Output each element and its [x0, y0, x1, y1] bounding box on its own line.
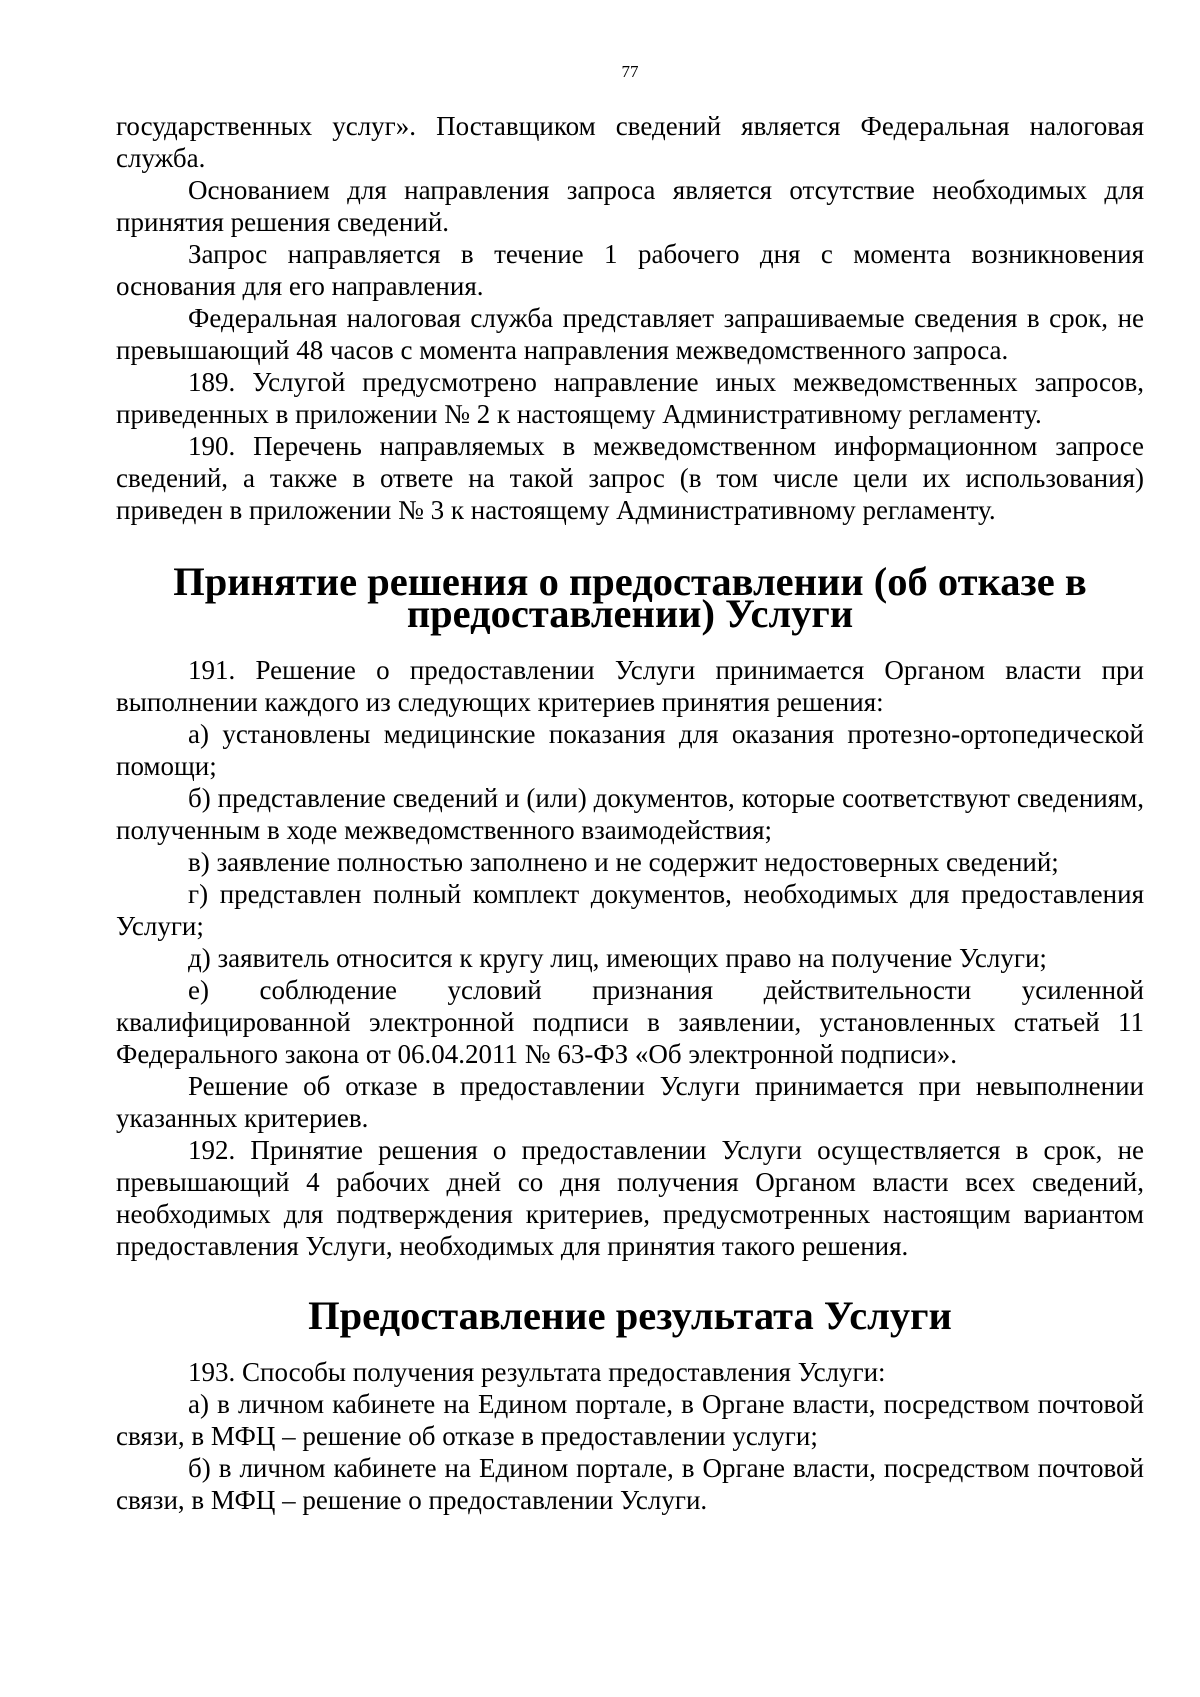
criterion-e: е) соблюдение условий признания действительности усиленной квалифицированной электронной подписи в заявлении, установленных статьей 11 Федерального закона от 06.04.2011 № 63-ФЗ «Об электронной подписи». — [116, 975, 1144, 1069]
criterion-d: д) заявитель относится к кругу лиц, имеющих право на получение Услуги; — [188, 943, 1047, 973]
paragraph-190: 190. Перечень направляемых в межведомственном информационном запросе сведений, а также в ответе на такой запрос (в том числе цели их использования) приведен в приложении № 3 к настоящему Административному регламенту. — [116, 431, 1144, 525]
section-heading-result: Предоставление результата Услуги — [308, 1293, 952, 1338]
paragraph-tax-service-deadline: Федеральная налоговая служба представляет запрашиваемые сведения в срок, не превышающий 48 часов с момента направления межведомственного запроса. — [116, 303, 1144, 365]
paragraph-request-timing: Запрос направляется в течение 1 рабочего дня с момента возникновения основания для его направления. — [116, 239, 1144, 301]
document-page — [116, 62, 1144, 1516]
paragraph-continuation: государственных услуг». Поставщиком сведений является Федеральная налоговая служба. — [116, 111, 1144, 173]
paragraph-193: 193. Способы получения результата предоставления Услуги: — [188, 1357, 886, 1387]
paragraph-192: 192. Принятие решения о предоставлении Услуги осуществляется в срок, не превышающий 4 рабочих дней со дня получения Органом власти всех сведений, необходимых для подтверждения критериев, предусмотренных настоящим вариантом предоставления Услуги, необходимых для принятия такого решения. — [116, 1135, 1144, 1261]
result-method-a: а) в личном кабинете на Едином портале, в Органе власти, посредством почтовой связи, в МФЦ – решение об отказе в предоставлении услуги; — [116, 1389, 1144, 1451]
paragraph-189: 189. Услугой предусмотрено направление иных межведомственных запросов, приведенных в приложении № 2 к настоящему Административному регламенту. — [116, 367, 1144, 429]
paragraph-191: 191. Решение о предоставлении Услуги принимается Органом власти при выполнении каждого из следующих критериев принятия решения: — [116, 655, 1144, 717]
criterion-b: б) представление сведений и (или) документов, которые соответствуют сведениям, полученным в ходе межведомственного взаимодействия; — [116, 783, 1144, 845]
result-method-b: б) в личном кабинете на Едином портале, в Органе власти, посредством почтовой связи, в МФЦ – решение о предоставлении Услуги. — [116, 1453, 1144, 1515]
section-heading-decision: Принятие решения о предоставлении (об отказе в предоставлении) Услуги — [173, 559, 1087, 636]
paragraph-refusal: Решение об отказе в предоставлении Услуги принимается при невыполнении указанных критериев. — [116, 1071, 1144, 1133]
criterion-g: г) представлен полный комплект документов, необходимых для предоставления Услуги; — [116, 879, 1144, 941]
paragraph-request-basis: Основанием для направления запроса является отсутствие необходимых для принятия решения сведений. — [116, 175, 1144, 237]
criterion-v: в) заявление полностью заполнено и не содержит недостоверных сведений; — [188, 847, 1059, 877]
criterion-a: а) установлены медицинские показания для оказания протезно-ортопедической помощи; — [116, 719, 1144, 781]
page-number: 77 — [621, 62, 639, 81]
